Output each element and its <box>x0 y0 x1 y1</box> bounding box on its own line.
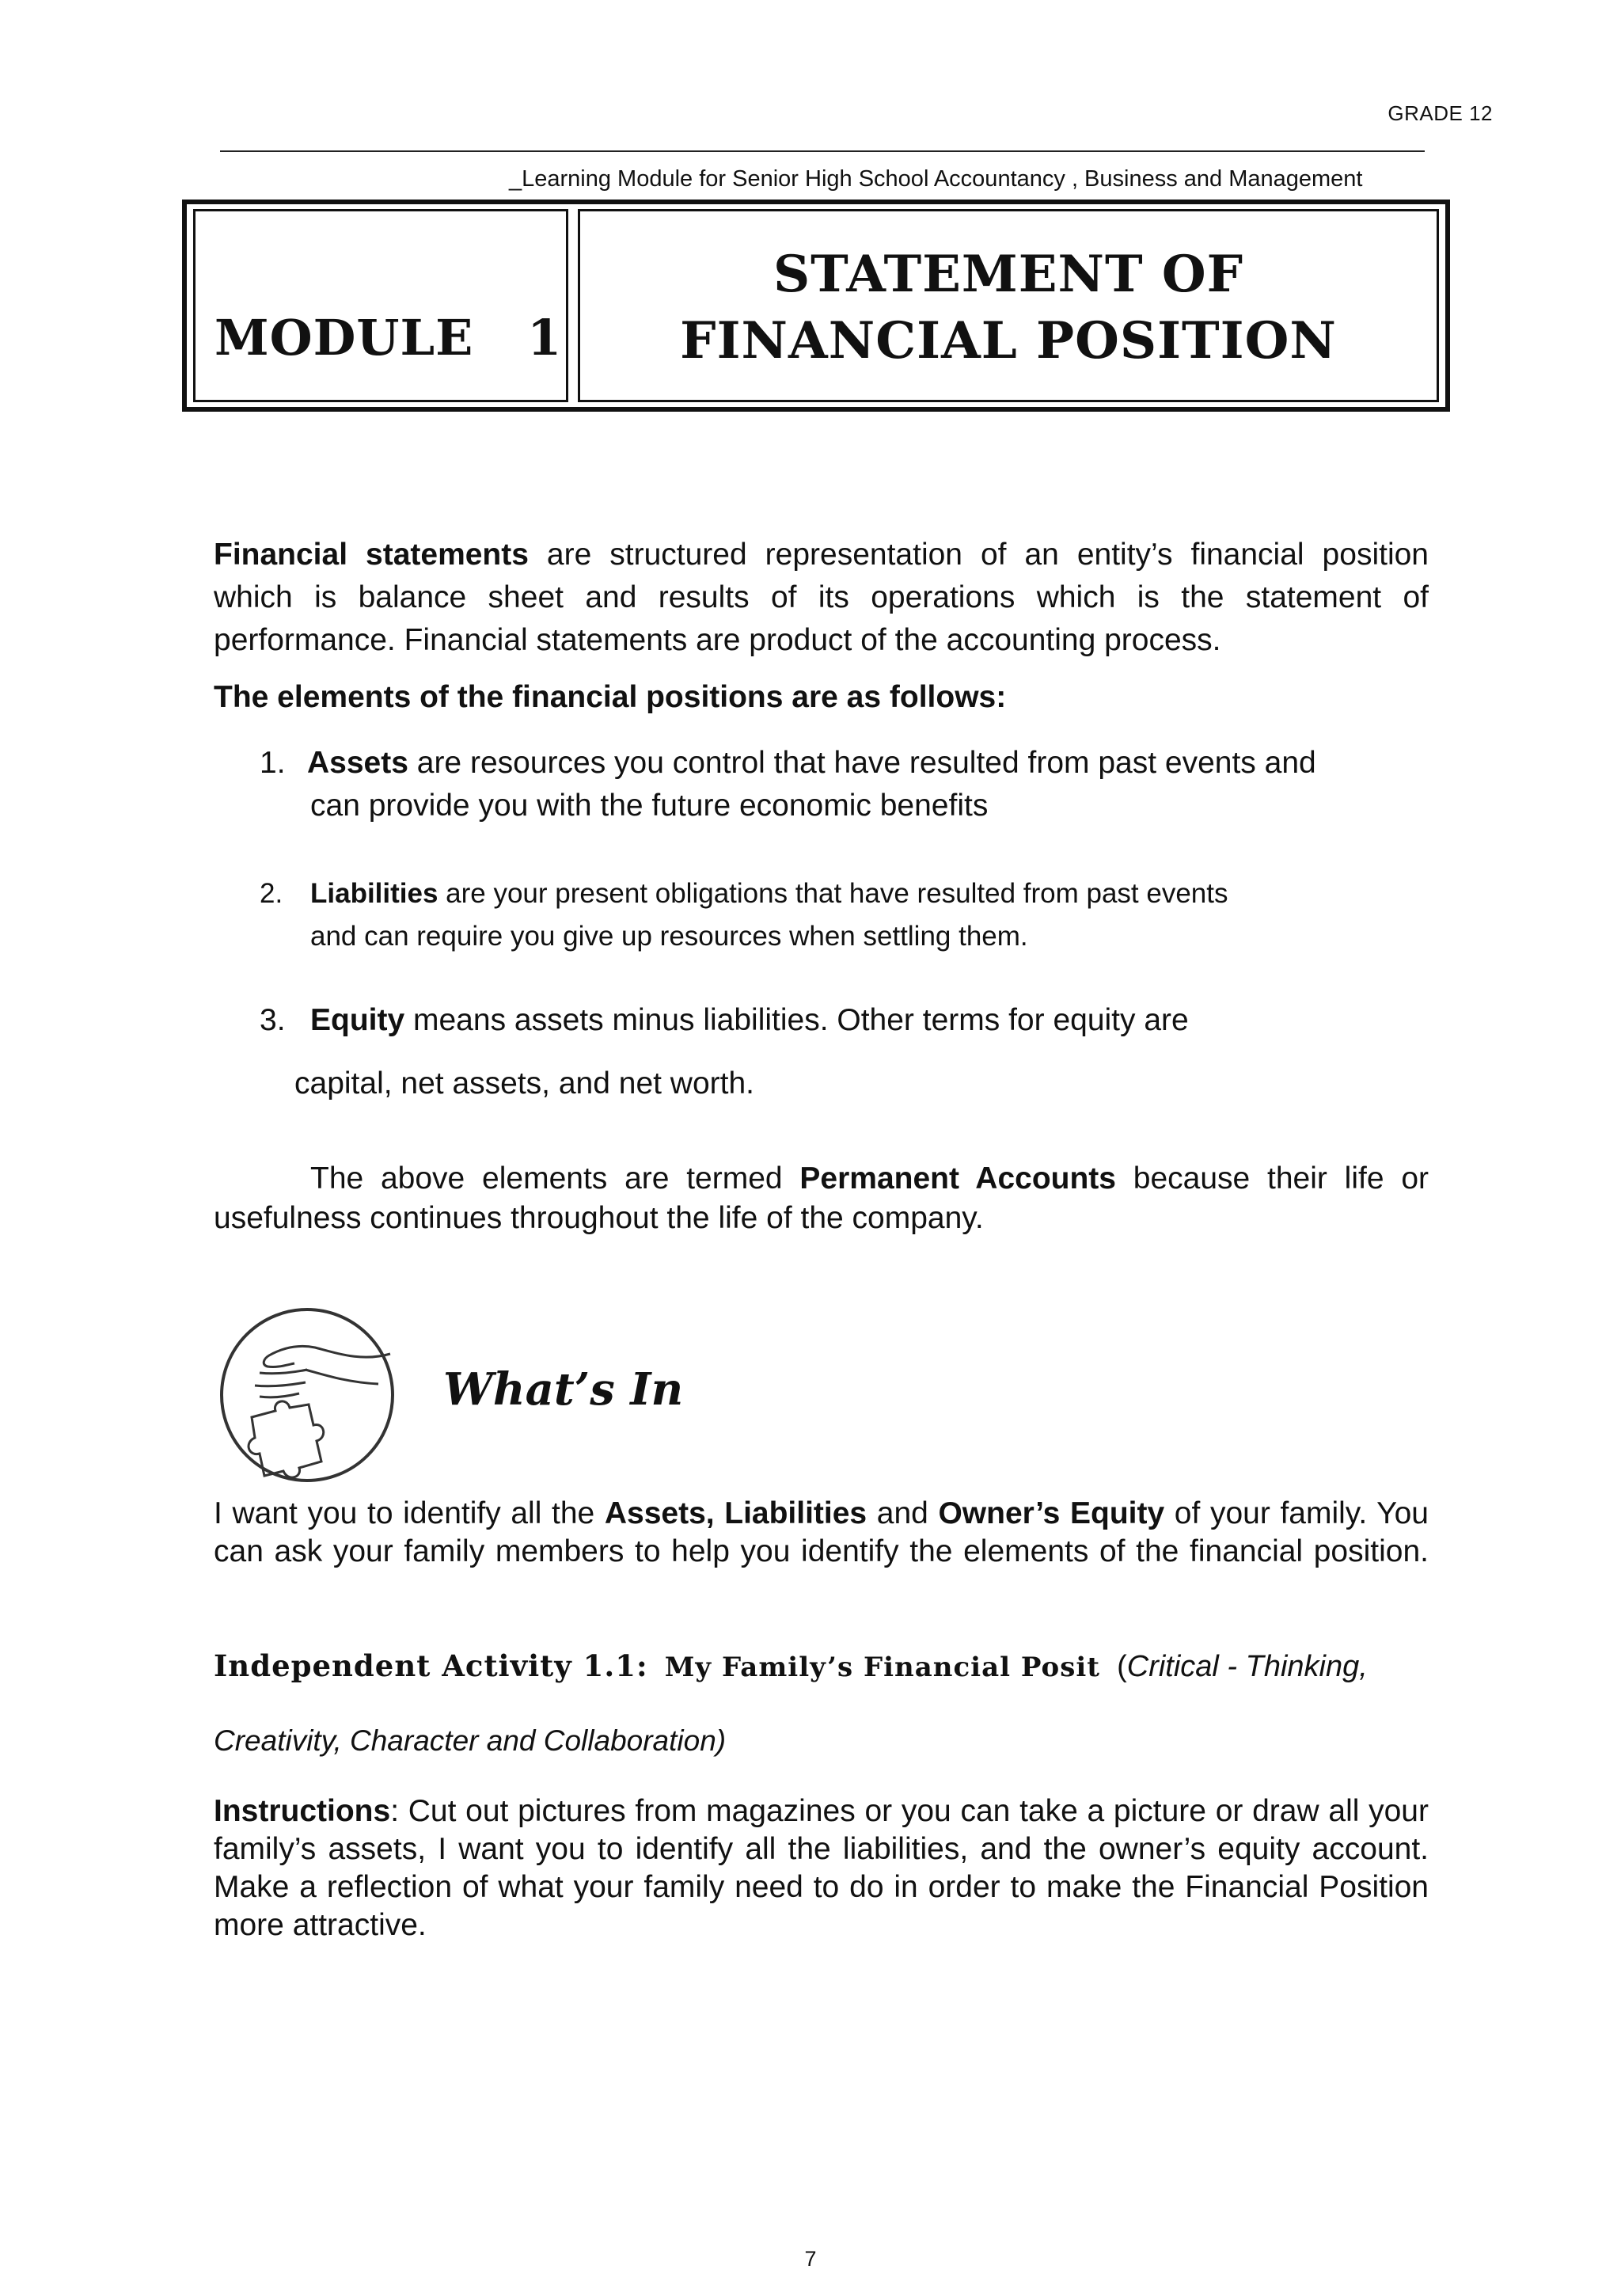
intro-text: are structured representation of an entity’s financial position which is balance sheet and results of its operations which is the statement of performance. Financial statements are product of the accounting process. <box>214 538 1429 657</box>
whats-in-paragraph <box>214 1495 1429 1571</box>
activity-skills-cont: Creativity, Character and Collaboration) <box>214 1724 727 1757</box>
module-cell <box>193 209 568 402</box>
element-number: 1. <box>260 746 286 780</box>
permanent-text: The above elements are termed <box>310 1161 800 1196</box>
module-title-line1: STATEMENT OF <box>773 245 1244 304</box>
permanent-term: Permanent Accounts <box>799 1161 1116 1196</box>
activity-heading: Independent Activity 1.1: My Family’s Financial Posit (Critical - Thinking, <box>214 1648 1368 1683</box>
element-text-cont: capital, net assets, and net worth. <box>294 1066 755 1100</box>
whats-in-heading: What’s In <box>443 1363 684 1416</box>
element-text-cont: and can require you give up resources when settling them. <box>310 921 1028 952</box>
intro-term: Financial statements <box>214 538 529 572</box>
page-number: 7 <box>804 2247 817 2271</box>
element-term: Equity <box>310 1003 405 1037</box>
element-number: 3. <box>260 1003 286 1037</box>
whats-in-text: I want you to identify all the <box>214 1496 605 1530</box>
element-term: Assets <box>307 746 408 780</box>
permanent-accounts-paragraph <box>214 1159 1429 1238</box>
whats-in-text-mid: and <box>867 1496 939 1530</box>
whats-in-text-after: of your family. You can ask your family members to help you identify the elements of the financial position. <box>214 1496 1429 1568</box>
puzzle-hand-icon <box>220 1306 402 1488</box>
activity-skills: Critical - Thinking, <box>1126 1650 1368 1683</box>
element-text: means assets minus liabilities. Other terms for equity are <box>404 1003 1189 1037</box>
module-title-box <box>182 200 1450 412</box>
element-term: Liabilities <box>310 878 438 909</box>
owners-equity-term: Owner’s Equity <box>938 1496 1165 1530</box>
intro-paragraph <box>214 534 1429 662</box>
activity-title: My Family’s Financial Posit <box>664 1652 1100 1683</box>
element-text-cont: can provide you with the future economic benefits <box>310 789 989 823</box>
title-cell <box>578 209 1439 402</box>
element-item-liabilities <box>260 872 1399 958</box>
instructions-paragraph <box>214 1792 1429 1944</box>
elements-heading: The elements of the financial positions are as follows: <box>214 680 1007 714</box>
element-text: are your present obligations that have resulted from past events <box>438 878 1228 909</box>
assets-liabilities-term: Assets, Liabilities <box>604 1496 867 1530</box>
instructions-text: : Cut out pictures from magazines or you can take a picture or draw all your family’s assets, I want you to identify all the liabilities, and the owner’s equity account. Make a reflection of what your family need to do in order to make the Financial Position more attractive. <box>214 1794 1429 1942</box>
instructions-label: Instructions <box>214 1794 391 1828</box>
activity-label: Independent Activity 1.1: <box>214 1648 648 1683</box>
grade-label: GRADE 12 <box>1388 101 1493 125</box>
module-title-line2: FINANCIAL POSITION <box>680 311 1337 371</box>
element-item-assets <box>260 742 1399 827</box>
module-title <box>580 241 1437 374</box>
element-item-equity <box>260 999 1399 1105</box>
module-label: MODULE 1 <box>214 309 563 367</box>
element-number: 2. <box>260 878 283 909</box>
header-rule <box>220 150 1425 152</box>
element-text: are resources you control that have resulted from past events and <box>408 746 1316 780</box>
permanent-text-after: because their life or usefulness continues throughout the life of the company. <box>214 1161 1429 1235</box>
header-subtitle: _Learning Module for Senior High School Accountancy , Business and Management <box>509 166 1363 192</box>
